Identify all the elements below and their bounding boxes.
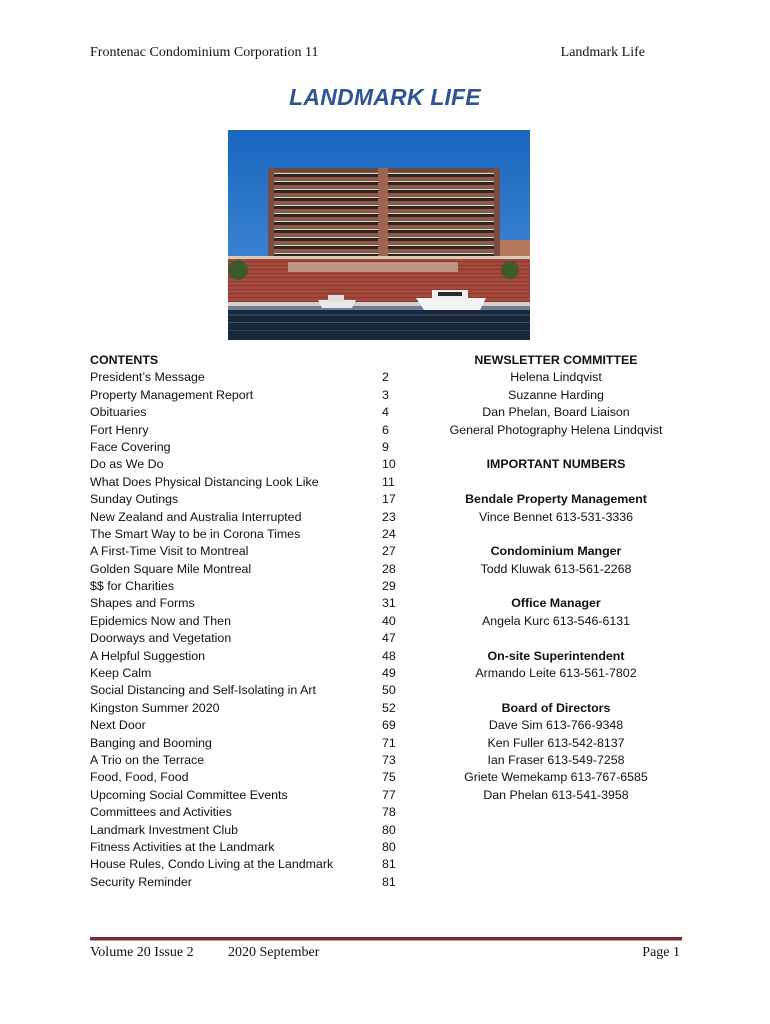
toc-title: A Helpful Suggestion [90, 648, 206, 663]
toc-row [90, 369, 410, 386]
contact-line: Todd Kluwak 613-561-2268 [480, 561, 632, 576]
footer-volume: Volume 20 Issue 2 [90, 945, 194, 960]
toc-row [90, 717, 410, 734]
toc-page-number: 49 [382, 666, 396, 681]
toc-page-number: 31 [382, 596, 396, 611]
toc-title: Next Door [90, 718, 146, 733]
toc-row [90, 787, 410, 804]
footer-date: 2020 September [228, 945, 320, 960]
committee-member: Suzanne Harding [508, 387, 604, 402]
contents-list [90, 369, 410, 891]
toc-title: Fort Henry [90, 422, 149, 437]
toc-title: Upcoming Social Committee Events [90, 787, 288, 802]
toc-page-number: 78 [382, 805, 396, 820]
toc-page-number: 29 [382, 579, 396, 594]
toc-row [90, 630, 410, 647]
toc-row [90, 387, 410, 404]
contact-line: Griete Wemekamp 613-767-6585 [464, 770, 648, 785]
running-header-right: Landmark Life [560, 45, 645, 60]
toc-row [90, 839, 410, 856]
toc-page-number: 48 [382, 648, 396, 663]
toc-page-number: 75 [382, 770, 396, 785]
toc-title: Kingston Summer 2020 [90, 700, 220, 715]
contact-group-title: Board of Directors [501, 700, 611, 715]
contact-line: Ken Fuller 613-542-8137 [487, 735, 625, 750]
toc-title: Shapes and Forms [90, 596, 195, 611]
toc-page-number: 50 [382, 683, 396, 698]
toc-title: Doorways and Vegetation [90, 631, 232, 646]
toc-title: What Does Physical Distancing Look Like [90, 474, 319, 489]
toc-row [90, 700, 410, 717]
toc-row [90, 769, 410, 786]
toc-title: New Zealand and Australia Interrupted [90, 509, 302, 524]
toc-row [90, 491, 410, 508]
toc-row [90, 682, 410, 699]
footer-page-number: Page 1 [642, 945, 680, 960]
toc-title: Security Reminder [90, 874, 192, 889]
toc-page-number: 24 [382, 526, 396, 541]
footer-rule [90, 937, 682, 941]
toc-row [90, 665, 410, 682]
toc-page-number: 80 [382, 822, 396, 837]
toc-page-number: 9 [382, 439, 389, 454]
toc-page-number: 80 [382, 839, 396, 854]
contents-heading: CONTENTS [90, 353, 159, 367]
toc-page-number: 77 [382, 787, 396, 802]
contact-line: Vince Bennet 613-531-3336 [478, 509, 634, 524]
toc-page-number: 11 [382, 474, 395, 489]
toc-row [90, 613, 410, 630]
toc-row [90, 474, 410, 491]
contact-line: Dave Sim 613-766-9348 [488, 718, 624, 733]
newsletter-committee-heading: NEWSLETTER COMMITTEE [474, 353, 638, 367]
toc-title: A Trio on the Terrace [90, 752, 205, 767]
toc-row [90, 822, 410, 839]
toc-page-number: 52 [382, 700, 396, 715]
contact-group-title: On-site Superintendent [487, 648, 625, 663]
cover-photo-illustration [228, 130, 530, 340]
cover-photo-building [228, 130, 530, 340]
newsletter-title: LANDMARK LIFE [289, 84, 481, 110]
toc-title: Fitness Activities at the Landmark [90, 839, 275, 854]
important-numbers-heading: IMPORTANT NUMBERS [486, 457, 626, 472]
toc-page-number: 73 [382, 752, 396, 767]
contact-line: Angela Kurc 613-546-6131 [481, 613, 631, 628]
committee-member: Helena Lindqvist [510, 370, 602, 385]
contact-group-title: Bendale Property Management [465, 492, 647, 507]
contact-line: Dan Phelan 613-541-3958 [483, 787, 629, 802]
toc-title: Social Distancing and Self-Isolating in Art [90, 683, 316, 698]
toc-page-number: 27 [382, 544, 396, 559]
toc-title: Banging and Booming [90, 735, 212, 750]
contact-line: Armando Leite 613-561-7802 [475, 666, 637, 681]
toc-row [90, 578, 410, 595]
toc-row [90, 404, 410, 421]
contact-line: Ian Fraser 613-549-7258 [487, 752, 625, 767]
toc-row [90, 561, 410, 578]
toc-page-number: 40 [382, 613, 396, 628]
toc-page-number: 6 [382, 422, 389, 437]
toc-title: Landmark Investment Club [90, 822, 239, 837]
toc-title: Property Management Report [90, 387, 254, 402]
toc-page-number: 2 [382, 370, 389, 385]
toc-page-number: 17 [382, 492, 396, 507]
toc-title: The Smart Way to be in Corona Times [90, 526, 301, 541]
right-column [434, 352, 678, 804]
toc-title: President’s Message [90, 370, 205, 385]
toc-page-number: 71 [382, 735, 396, 750]
toc-title: Food, Food, Food [90, 770, 189, 785]
table-of-contents [90, 352, 410, 891]
toc-page-number: 23 [382, 509, 396, 524]
toc-row [90, 752, 410, 769]
toc-row [90, 456, 410, 473]
contact-group-title: Condominium Manger [490, 544, 622, 559]
toc-title: $$ for Charities [90, 579, 175, 594]
toc-title: Epidemics Now and Then [90, 613, 231, 628]
toc-title: Keep Calm [90, 666, 152, 681]
toc-title: Obituaries [90, 405, 147, 420]
toc-page-number: 69 [382, 718, 396, 733]
toc-page-number: 10 [382, 457, 396, 472]
toc-row [90, 874, 410, 891]
toc-title: Sunday Outings [90, 492, 179, 507]
toc-page-number: 3 [382, 387, 389, 402]
toc-row [90, 804, 410, 821]
toc-row [90, 595, 410, 612]
toc-row [90, 735, 410, 752]
toc-page-number: 81 [382, 857, 396, 872]
toc-page-number: 47 [382, 631, 396, 646]
toc-title: Golden Square Mile Montreal [90, 561, 252, 576]
running-header-left: Frontenac Condominium Corporation 11 [90, 45, 319, 60]
toc-title: House Rules, Condo Living at the Landmark [90, 857, 334, 872]
toc-title: Committees and Activities [90, 805, 232, 820]
toc-row [90, 422, 410, 439]
contact-group-title: Office Manager [511, 596, 601, 611]
toc-row [90, 509, 410, 526]
toc-title: Do as We Do [90, 457, 164, 472]
toc-title: Face Covering [90, 439, 171, 454]
toc-page-number: 81 [382, 874, 396, 889]
toc-row [90, 856, 410, 873]
toc-page-number: 4 [382, 405, 389, 420]
toc-page-number: 28 [382, 561, 396, 576]
toc-row [90, 439, 410, 456]
toc-row [90, 648, 410, 665]
committee-member: Dan Phelan, Board Liaison [482, 405, 630, 420]
toc-row [90, 543, 410, 560]
toc-row [90, 526, 410, 543]
toc-title: A First-Time Visit to Montreal [90, 544, 249, 559]
committee-member: General Photography Helena Lindqvist [449, 422, 663, 437]
